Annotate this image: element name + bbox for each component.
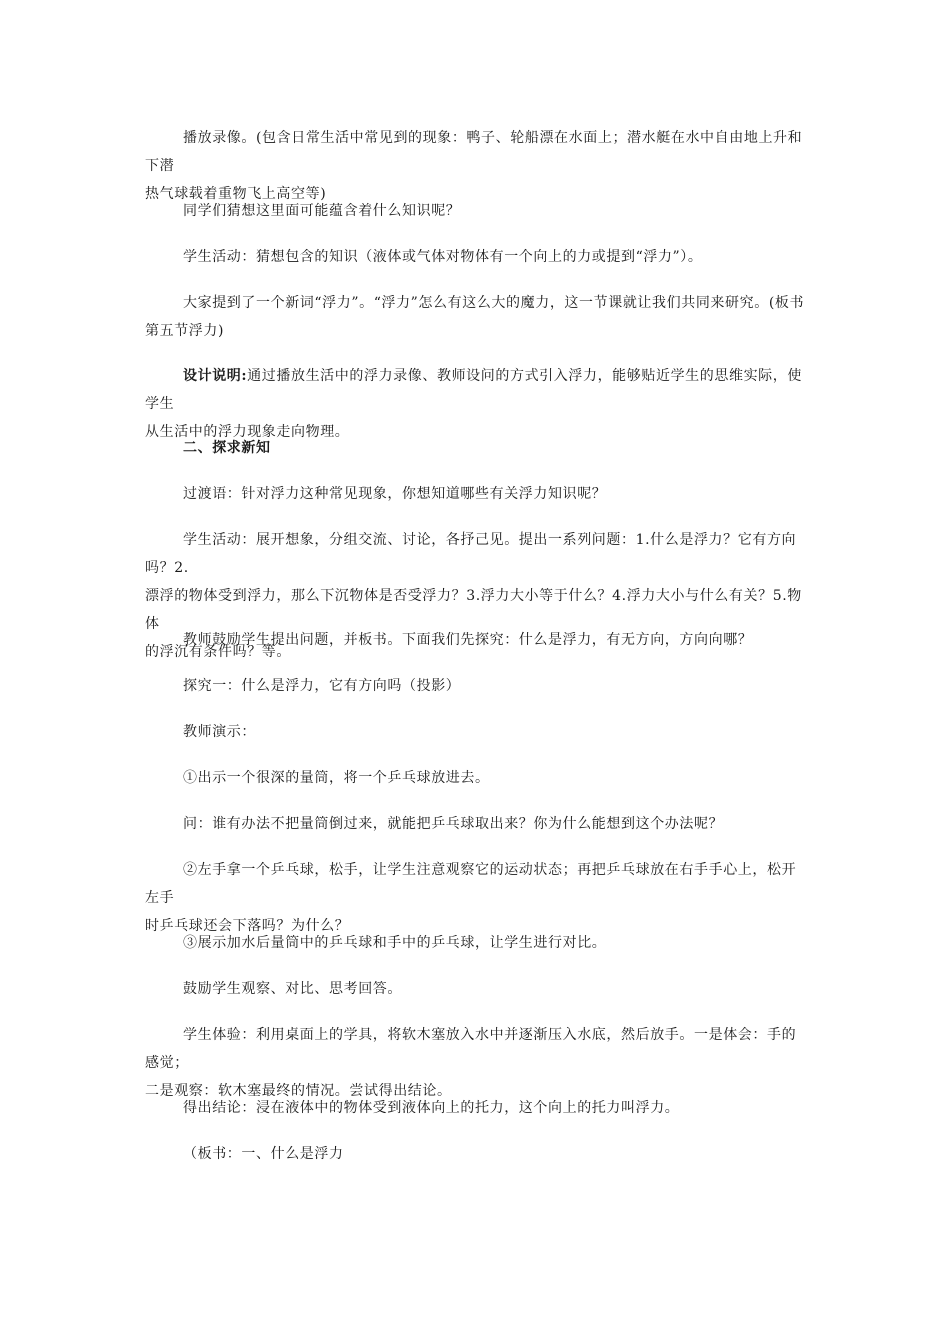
paragraph-guess-question (145, 197, 810, 225)
paragraph-teacher-encourage (145, 626, 810, 654)
text-line: （板书：一、什么是浮力 (183, 1146, 344, 1162)
paragraph-student-activity-guess (145, 243, 810, 271)
text-line: 过渡语：针对浮力这种常见现象，你想知道哪些有关浮力知识呢？ (183, 486, 607, 502)
text-line: 漂浮的物体受到浮力，那么下沉物体是否受浮力？3.浮力大小等于什么？4.浮力大小与什么有关？5.物体 (145, 588, 802, 632)
text-line: 二是观察：软木塞最终的情况。尝试得出结论。 (145, 1083, 452, 1099)
text-line: 学生活动：猜想包含的知识（液体或气体对物体有一个向上的力或提到“浮力”）。 (183, 249, 703, 265)
paragraph-video-intro (145, 124, 810, 208)
design-note-label: 设计说明: (183, 368, 248, 384)
text-line: 时乒乓球还会下落吗？为什么？ (145, 918, 350, 934)
paragraph-step-two (145, 856, 810, 940)
text-line: 教师演示： (183, 724, 256, 740)
text-line: 热气球载着重物飞上高空等) (145, 186, 327, 202)
paragraph-question (145, 810, 810, 838)
text-line: ①出示一个很深的量筒，将一个乒乓球放进去。 (183, 770, 490, 786)
paragraph-step-three (145, 929, 810, 957)
paragraph-encourage-observe (145, 975, 810, 1003)
paragraph-board-note (145, 1140, 810, 1168)
paragraph-step-one (145, 764, 810, 792)
text-line: 从生活中的浮力现象走向物理。 (145, 424, 350, 440)
text-line: 的浮沉有条件吗？等。 (145, 644, 291, 660)
text-line: 探究一：什么是浮力，它有方向吗（投影） (183, 678, 461, 694)
paragraph-student-experience (145, 1021, 810, 1105)
text-line: 学生活动：展开想象，分组交流、讨论，各抒己见。提出一系列问题：1.什么是浮力？它有方向吗？2. (145, 532, 797, 576)
paragraph-teacher-demo (145, 718, 810, 746)
design-note-text: 通过播放生活中的浮力录像、教师设问的方式引入浮力，能够贴近学生的思维实际，使学生 (145, 368, 802, 412)
paragraph-conclusion (145, 1094, 810, 1122)
text-line: 大家提到了一个新词“浮力”。“浮力”怎么有这么大的魔力，这一节课就让我们共同来研究。(板书 (183, 295, 805, 311)
text-line: 播放录像。(包含日常生活中常见到的现象：鸭子、轮船漂在水面上；潜水艇在水中自由地上升和下潜 (145, 130, 803, 174)
text-line: ③展示加水后量筒中的乒乓球和手中的乒乓球，让学生进行对比。 (183, 935, 607, 951)
text-line (145, 362, 810, 418)
text-line: 问：谁有办法不把量筒倒过来，就能把乒乓球取出来？你为什么能想到这个办法呢？ (183, 816, 724, 832)
text-line: 第五节浮力) (145, 323, 225, 339)
text-line: 同学们猜想这里面可能蕴含着什么知识呢？ (183, 203, 461, 219)
section-heading-text: 二、探求新知 (183, 440, 271, 456)
text-line: 鼓励学生观察、对比、思考回答。 (183, 981, 402, 997)
text-line: 得出结论：浸在液体中的物体受到液体向上的托力，这个向上的托力叫浮力。 (183, 1100, 680, 1116)
text-line: 教师鼓励学生提出问题，并板书。下面我们先探究：什么是浮力，有无方向，方向向哪？ (183, 632, 753, 648)
paragraph-new-word (145, 289, 810, 345)
text-line: 学生体验：利用桌面上的学具，将软木塞放入水中并逐渐压入水底，然后放手。一是体会：手的感觉； (145, 1027, 797, 1071)
text-line: ②左手拿一个乒乓球，松手，让学生注意观察它的运动状态；再把乒乓球放在右手手心上，松开左手 (145, 862, 797, 906)
paragraph-transition (145, 480, 810, 508)
section-heading (145, 434, 810, 462)
paragraph-explore-one (145, 672, 810, 700)
